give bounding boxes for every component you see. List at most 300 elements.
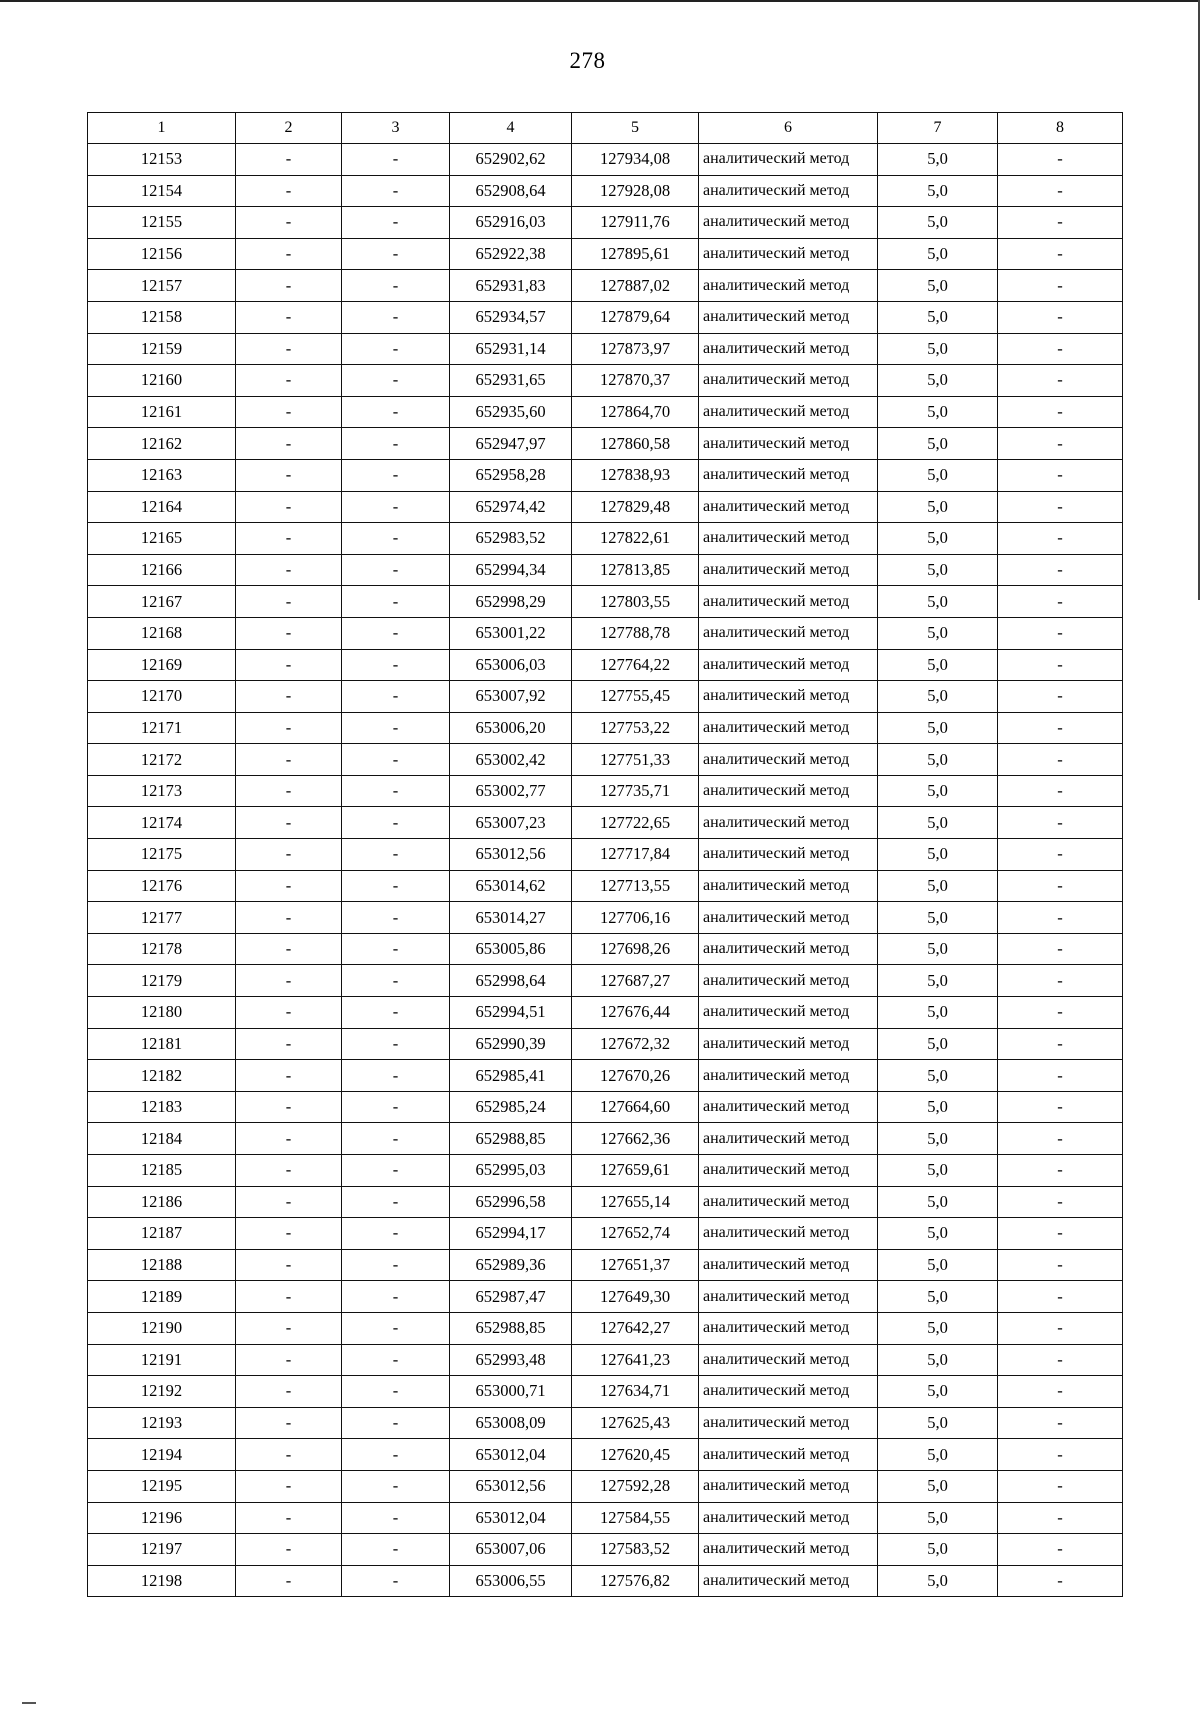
accuracy-cell: 5,0 — [878, 491, 998, 523]
y-coordinate-cell: 127755,45 — [572, 681, 699, 713]
column-8-cell: - — [998, 775, 1123, 807]
column-3-cell: - — [342, 870, 450, 902]
point-number-cell: 12177 — [88, 902, 236, 934]
column-3-cell: - — [342, 997, 450, 1029]
x-coordinate-cell: 652994,17 — [450, 1218, 572, 1250]
table-row — [88, 712, 1123, 744]
accuracy-cell: 5,0 — [878, 1376, 998, 1408]
table-row — [88, 144, 1123, 176]
accuracy-cell: 5,0 — [878, 1186, 998, 1218]
accuracy-cell: 5,0 — [878, 1534, 998, 1566]
x-coordinate-cell: 653000,71 — [450, 1376, 572, 1408]
accuracy-cell: 5,0 — [878, 554, 998, 586]
table-row — [88, 1502, 1123, 1534]
x-coordinate-cell: 653012,56 — [450, 839, 572, 871]
accuracy-cell: 5,0 — [878, 1028, 998, 1060]
column-8-cell: - — [998, 1281, 1123, 1313]
column-8-cell: - — [998, 1376, 1123, 1408]
column-2-cell: - — [236, 396, 342, 428]
column-8-cell: - — [998, 491, 1123, 523]
method-cell: аналитический метод — [699, 1186, 878, 1218]
column-2-cell: - — [236, 365, 342, 397]
column-3-cell: - — [342, 554, 450, 586]
accuracy-cell: 5,0 — [878, 1502, 998, 1534]
y-coordinate-cell: 127829,48 — [572, 491, 699, 523]
point-number-cell: 12158 — [88, 301, 236, 333]
table-row — [88, 301, 1123, 333]
table-row — [88, 1376, 1123, 1408]
method-cell: аналитический метод — [699, 870, 878, 902]
method-cell: аналитический метод — [699, 902, 878, 934]
table-row — [88, 459, 1123, 491]
table-row — [88, 1439, 1123, 1471]
accuracy-cell: 5,0 — [878, 870, 998, 902]
method-cell: аналитический метод — [699, 301, 878, 333]
y-coordinate-cell: 127634,71 — [572, 1376, 699, 1408]
table-row — [88, 1312, 1123, 1344]
accuracy-cell: 5,0 — [878, 933, 998, 965]
column-3-cell: - — [342, 839, 450, 871]
y-coordinate-cell: 127687,27 — [572, 965, 699, 997]
column-3-cell: - — [342, 1060, 450, 1092]
y-coordinate-cell: 127822,61 — [572, 523, 699, 555]
method-cell: аналитический метод — [699, 1565, 878, 1597]
column-3-cell: - — [342, 333, 450, 365]
accuracy-cell: 5,0 — [878, 175, 998, 207]
column-3-cell: - — [342, 396, 450, 428]
y-coordinate-cell: 127676,44 — [572, 997, 699, 1029]
y-coordinate-cell: 127706,16 — [572, 902, 699, 934]
point-number-cell: 12175 — [88, 839, 236, 871]
table-row — [88, 491, 1123, 523]
column-3-cell: - — [342, 301, 450, 333]
y-coordinate-cell: 127735,71 — [572, 775, 699, 807]
y-coordinate-cell: 127813,85 — [572, 554, 699, 586]
column-8-cell: - — [998, 175, 1123, 207]
y-coordinate-cell: 127788,78 — [572, 617, 699, 649]
column-8-cell: - — [998, 1312, 1123, 1344]
column-2-cell: - — [236, 1281, 342, 1313]
method-cell: аналитический метод — [699, 1218, 878, 1250]
y-coordinate-cell: 127698,26 — [572, 933, 699, 965]
x-coordinate-cell: 652934,57 — [450, 301, 572, 333]
table-row — [88, 1534, 1123, 1566]
x-coordinate-cell: 652987,47 — [450, 1281, 572, 1313]
column-8-cell: - — [998, 554, 1123, 586]
y-coordinate-cell: 127672,32 — [572, 1028, 699, 1060]
column-2-cell: - — [236, 1407, 342, 1439]
point-number-cell: 12196 — [88, 1502, 236, 1534]
table-row — [88, 870, 1123, 902]
column-2-cell: - — [236, 1344, 342, 1376]
column-2-cell: - — [236, 333, 342, 365]
column-8-cell: - — [998, 207, 1123, 239]
column-3-cell: - — [342, 238, 450, 270]
column-2-cell: - — [236, 775, 342, 807]
x-coordinate-cell: 652985,41 — [450, 1060, 572, 1092]
accuracy-cell: 5,0 — [878, 1470, 998, 1502]
column-3-cell: - — [342, 428, 450, 460]
accuracy-cell: 5,0 — [878, 775, 998, 807]
column-2-cell: - — [236, 1155, 342, 1187]
y-coordinate-cell: 127879,64 — [572, 301, 699, 333]
column-3-cell: - — [342, 144, 450, 176]
x-coordinate-cell: 653001,22 — [450, 617, 572, 649]
method-cell: аналитический метод — [699, 1534, 878, 1566]
column-8-cell: - — [998, 1502, 1123, 1534]
column-2-cell: - — [236, 586, 342, 618]
column-3-cell: - — [342, 807, 450, 839]
method-cell: аналитический метод — [699, 712, 878, 744]
table-row — [88, 1218, 1123, 1250]
y-coordinate-cell: 127870,37 — [572, 365, 699, 397]
x-coordinate-cell: 653002,77 — [450, 775, 572, 807]
y-coordinate-cell: 127860,58 — [572, 428, 699, 460]
accuracy-cell: 5,0 — [878, 1565, 998, 1597]
point-number-cell: 12170 — [88, 681, 236, 713]
point-number-cell: 12183 — [88, 1091, 236, 1123]
y-coordinate-cell: 127625,43 — [572, 1407, 699, 1439]
y-coordinate-cell: 127803,55 — [572, 586, 699, 618]
accuracy-cell: 5,0 — [878, 712, 998, 744]
column-3-cell: - — [342, 1249, 450, 1281]
column-3-cell: - — [342, 207, 450, 239]
column-2-cell: - — [236, 933, 342, 965]
table-row — [88, 396, 1123, 428]
method-cell: аналитический метод — [699, 775, 878, 807]
table-row — [88, 1249, 1123, 1281]
column-2-cell: - — [236, 144, 342, 176]
x-coordinate-cell: 653008,09 — [450, 1407, 572, 1439]
y-coordinate-cell: 127649,30 — [572, 1281, 699, 1313]
method-cell: аналитический метод — [699, 1091, 878, 1123]
table-row — [88, 1407, 1123, 1439]
column-2-cell: - — [236, 902, 342, 934]
accuracy-cell: 5,0 — [878, 144, 998, 176]
y-coordinate-cell: 127652,74 — [572, 1218, 699, 1250]
y-coordinate-cell: 127576,82 — [572, 1565, 699, 1597]
x-coordinate-cell: 653012,04 — [450, 1502, 572, 1534]
column-8-cell: - — [998, 1186, 1123, 1218]
x-coordinate-cell: 653014,62 — [450, 870, 572, 902]
point-number-cell: 12157 — [88, 270, 236, 302]
x-coordinate-cell: 652916,03 — [450, 207, 572, 239]
method-cell: аналитический метод — [699, 617, 878, 649]
column-3-cell: - — [342, 617, 450, 649]
point-number-cell: 12185 — [88, 1155, 236, 1187]
y-coordinate-cell: 127642,27 — [572, 1312, 699, 1344]
column-8-cell: - — [998, 870, 1123, 902]
column-8-cell: - — [998, 617, 1123, 649]
column-header: 1 — [88, 113, 236, 144]
accuracy-cell: 5,0 — [878, 1249, 998, 1281]
x-coordinate-cell: 652998,29 — [450, 586, 572, 618]
x-coordinate-cell: 652994,34 — [450, 554, 572, 586]
column-header: 6 — [699, 113, 878, 144]
table-row — [88, 1281, 1123, 1313]
x-coordinate-cell: 652988,85 — [450, 1123, 572, 1155]
accuracy-cell: 5,0 — [878, 586, 998, 618]
point-number-cell: 12161 — [88, 396, 236, 428]
column-8-cell: - — [998, 586, 1123, 618]
column-8-cell: - — [998, 144, 1123, 176]
column-2-cell: - — [236, 554, 342, 586]
method-cell: аналитический метод — [699, 933, 878, 965]
column-8-cell: - — [998, 1470, 1123, 1502]
x-coordinate-cell: 652947,97 — [450, 428, 572, 460]
column-2-cell: - — [236, 712, 342, 744]
point-number-cell: 12186 — [88, 1186, 236, 1218]
column-2-cell: - — [236, 1376, 342, 1408]
column-8-cell: - — [998, 396, 1123, 428]
column-3-cell: - — [342, 1344, 450, 1376]
column-8-cell: - — [998, 744, 1123, 776]
y-coordinate-cell: 127592,28 — [572, 1470, 699, 1502]
y-coordinate-cell: 127584,55 — [572, 1502, 699, 1534]
column-2-cell: - — [236, 1502, 342, 1534]
y-coordinate-cell: 127620,45 — [572, 1439, 699, 1471]
x-coordinate-cell: 652990,39 — [450, 1028, 572, 1060]
column-3-cell: - — [342, 491, 450, 523]
column-8-cell: - — [998, 365, 1123, 397]
column-3-cell: - — [342, 1281, 450, 1313]
method-cell: аналитический метод — [699, 365, 878, 397]
method-cell: аналитический метод — [699, 1407, 878, 1439]
column-3-cell: - — [342, 1376, 450, 1408]
x-coordinate-cell: 652908,64 — [450, 175, 572, 207]
accuracy-cell: 5,0 — [878, 207, 998, 239]
table-row — [88, 1091, 1123, 1123]
y-coordinate-cell: 127934,08 — [572, 144, 699, 176]
method-cell: аналитический метод — [699, 554, 878, 586]
scan-border-top — [0, 0, 1200, 2]
accuracy-cell: 5,0 — [878, 617, 998, 649]
point-number-cell: 12163 — [88, 459, 236, 491]
column-2-cell: - — [236, 1091, 342, 1123]
column-3-cell: - — [342, 1502, 450, 1534]
x-coordinate-cell: 652935,60 — [450, 396, 572, 428]
column-3-cell: - — [342, 965, 450, 997]
accuracy-cell: 5,0 — [878, 744, 998, 776]
page-number: 278 — [569, 48, 606, 73]
column-2-cell: - — [236, 997, 342, 1029]
accuracy-cell: 5,0 — [878, 523, 998, 555]
column-2-cell: - — [236, 270, 342, 302]
point-number-cell: 12176 — [88, 870, 236, 902]
accuracy-cell: 5,0 — [878, 1439, 998, 1471]
method-cell: аналитический метод — [699, 333, 878, 365]
accuracy-cell: 5,0 — [878, 997, 998, 1029]
x-coordinate-cell: 653006,20 — [450, 712, 572, 744]
table-row — [88, 1470, 1123, 1502]
y-coordinate-cell: 127722,65 — [572, 807, 699, 839]
column-3-cell: - — [342, 1218, 450, 1250]
x-coordinate-cell: 652996,58 — [450, 1186, 572, 1218]
column-8-cell: - — [998, 839, 1123, 871]
column-2-cell: - — [236, 1060, 342, 1092]
y-coordinate-cell: 127651,37 — [572, 1249, 699, 1281]
y-coordinate-cell: 127753,22 — [572, 712, 699, 744]
y-coordinate-cell: 127895,61 — [572, 238, 699, 270]
column-3-cell: - — [342, 1312, 450, 1344]
column-3-cell: - — [342, 1470, 450, 1502]
table-row — [88, 270, 1123, 302]
column-8-cell: - — [998, 1249, 1123, 1281]
accuracy-cell: 5,0 — [878, 365, 998, 397]
y-coordinate-cell: 127911,76 — [572, 207, 699, 239]
point-number-cell: 12162 — [88, 428, 236, 460]
column-8-cell: - — [998, 997, 1123, 1029]
column-2-cell: - — [236, 491, 342, 523]
accuracy-cell: 5,0 — [878, 1407, 998, 1439]
column-2-cell: - — [236, 523, 342, 555]
y-coordinate-cell: 127764,22 — [572, 649, 699, 681]
accuracy-cell: 5,0 — [878, 1218, 998, 1250]
method-cell: аналитический метод — [699, 586, 878, 618]
y-coordinate-cell: 127670,26 — [572, 1060, 699, 1092]
table-row — [88, 681, 1123, 713]
method-cell: аналитический метод — [699, 1470, 878, 1502]
method-cell: аналитический метод — [699, 459, 878, 491]
column-2-cell: - — [236, 807, 342, 839]
point-number-cell: 12153 — [88, 144, 236, 176]
table-row — [88, 1186, 1123, 1218]
method-cell: аналитический метод — [699, 1028, 878, 1060]
column-8-cell: - — [998, 1060, 1123, 1092]
table-row — [88, 617, 1123, 649]
x-coordinate-cell: 653007,92 — [450, 681, 572, 713]
accuracy-cell: 5,0 — [878, 238, 998, 270]
column-8-cell: - — [998, 933, 1123, 965]
point-number-cell: 12156 — [88, 238, 236, 270]
method-cell: аналитический метод — [699, 1123, 878, 1155]
column-3-cell: - — [342, 681, 450, 713]
point-number-cell: 12167 — [88, 586, 236, 618]
method-cell: аналитический метод — [699, 270, 878, 302]
table-row — [88, 1060, 1123, 1092]
point-number-cell: 12178 — [88, 933, 236, 965]
column-2-cell: - — [236, 744, 342, 776]
column-8-cell: - — [998, 301, 1123, 333]
point-number-cell: 12191 — [88, 1344, 236, 1376]
point-number-cell: 12174 — [88, 807, 236, 839]
point-number-cell: 12187 — [88, 1218, 236, 1250]
column-8-cell: - — [998, 1344, 1123, 1376]
column-2-cell: - — [236, 617, 342, 649]
column-3-cell: - — [342, 175, 450, 207]
table-row — [88, 649, 1123, 681]
column-8-cell: - — [998, 1218, 1123, 1250]
point-number-cell: 12168 — [88, 617, 236, 649]
column-3-cell: - — [342, 1123, 450, 1155]
table-row — [88, 839, 1123, 871]
point-number-cell: 12184 — [88, 1123, 236, 1155]
column-2-cell: - — [236, 459, 342, 491]
table-row — [88, 523, 1123, 555]
column-2-cell: - — [236, 1439, 342, 1471]
x-coordinate-cell: 653007,06 — [450, 1534, 572, 1566]
column-2-cell: - — [236, 1218, 342, 1250]
column-2-cell: - — [236, 1470, 342, 1502]
method-cell: аналитический метод — [699, 744, 878, 776]
y-coordinate-cell: 127659,61 — [572, 1155, 699, 1187]
point-number-cell: 12155 — [88, 207, 236, 239]
column-header: 4 — [450, 113, 572, 144]
column-2-cell: - — [236, 1028, 342, 1060]
column-3-cell: - — [342, 775, 450, 807]
y-coordinate-cell: 127583,52 — [572, 1534, 699, 1566]
x-coordinate-cell: 653005,86 — [450, 933, 572, 965]
column-header: 2 — [236, 113, 342, 144]
accuracy-cell: 5,0 — [878, 270, 998, 302]
column-2-cell: - — [236, 870, 342, 902]
column-2-cell: - — [236, 175, 342, 207]
accuracy-cell: 5,0 — [878, 902, 998, 934]
column-3-cell: - — [342, 523, 450, 555]
column-3-cell: - — [342, 1155, 450, 1187]
accuracy-cell: 5,0 — [878, 1155, 998, 1187]
x-coordinate-cell: 653002,42 — [450, 744, 572, 776]
column-8-cell: - — [998, 428, 1123, 460]
table-row — [88, 554, 1123, 586]
table-row — [88, 365, 1123, 397]
accuracy-cell: 5,0 — [878, 965, 998, 997]
point-number-cell: 12160 — [88, 365, 236, 397]
y-coordinate-cell: 127662,36 — [572, 1123, 699, 1155]
accuracy-cell: 5,0 — [878, 428, 998, 460]
point-number-cell: 12181 — [88, 1028, 236, 1060]
column-3-cell: - — [342, 270, 450, 302]
accuracy-cell: 5,0 — [878, 839, 998, 871]
column-header: 7 — [878, 113, 998, 144]
x-coordinate-cell: 652974,42 — [450, 491, 572, 523]
column-2-cell: - — [236, 1312, 342, 1344]
table-row — [88, 586, 1123, 618]
accuracy-cell: 5,0 — [878, 1060, 998, 1092]
x-coordinate-cell: 652988,85 — [450, 1312, 572, 1344]
column-2-cell: - — [236, 428, 342, 460]
column-3-cell: - — [342, 586, 450, 618]
column-header: 3 — [342, 113, 450, 144]
column-2-cell: - — [236, 649, 342, 681]
column-8-cell: - — [998, 1439, 1123, 1471]
column-8-cell: - — [998, 1155, 1123, 1187]
x-coordinate-cell: 652994,51 — [450, 997, 572, 1029]
y-coordinate-cell: 127664,60 — [572, 1091, 699, 1123]
method-cell: аналитический метод — [699, 523, 878, 555]
scan-mark — [22, 1702, 36, 1704]
y-coordinate-cell: 127717,84 — [572, 839, 699, 871]
point-number-cell: 12197 — [88, 1534, 236, 1566]
point-number-cell: 12166 — [88, 554, 236, 586]
method-cell: аналитический метод — [699, 807, 878, 839]
point-number-cell: 12171 — [88, 712, 236, 744]
method-cell: аналитический метод — [699, 1155, 878, 1187]
point-number-cell: 12188 — [88, 1249, 236, 1281]
column-8-cell: - — [998, 459, 1123, 491]
method-cell: аналитический метод — [699, 1249, 878, 1281]
table-row — [88, 333, 1123, 365]
column-3-cell: - — [342, 1028, 450, 1060]
x-coordinate-cell: 652998,64 — [450, 965, 572, 997]
column-3-cell: - — [342, 744, 450, 776]
table-row — [88, 997, 1123, 1029]
point-number-cell: 12198 — [88, 1565, 236, 1597]
y-coordinate-cell: 127655,14 — [572, 1186, 699, 1218]
point-number-cell: 12182 — [88, 1060, 236, 1092]
column-8-cell: - — [998, 1123, 1123, 1155]
table-row — [88, 933, 1123, 965]
